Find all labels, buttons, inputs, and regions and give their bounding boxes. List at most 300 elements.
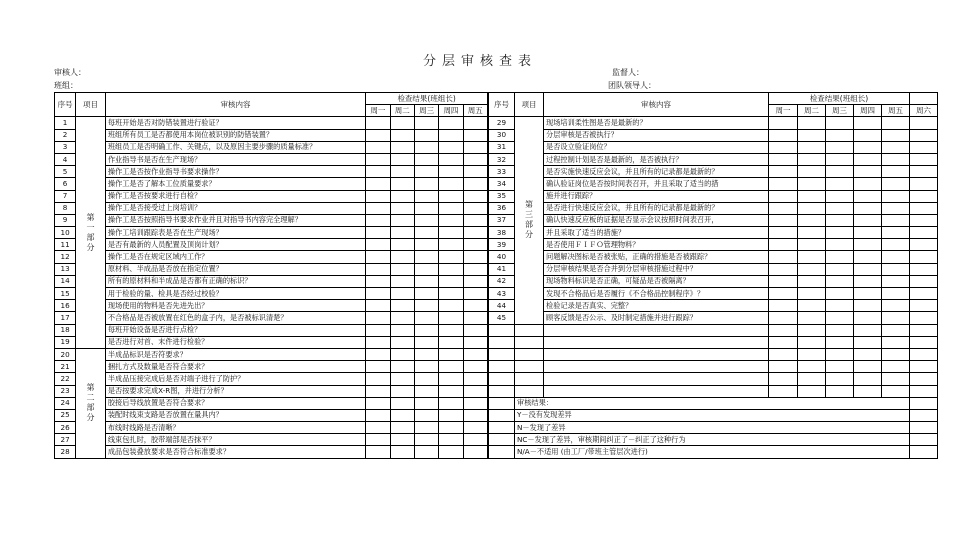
result-cell[interactable]	[390, 324, 414, 336]
result-cell[interactable]	[390, 129, 414, 141]
result-cell[interactable]	[439, 434, 463, 446]
result-cell[interactable]	[769, 324, 798, 336]
result-cell[interactable]	[910, 324, 938, 336]
result-cell[interactable]	[366, 300, 390, 312]
result-cell[interactable]	[882, 275, 910, 287]
result-cell[interactable]	[854, 300, 882, 312]
result-cell[interactable]	[439, 263, 463, 275]
result-cell[interactable]	[414, 385, 438, 397]
result-cell[interactable]	[882, 166, 910, 178]
row-number: 31	[489, 141, 515, 153]
result-cell[interactable]	[798, 117, 826, 129]
result-cell[interactable]	[439, 117, 463, 129]
result-cell[interactable]	[882, 300, 910, 312]
result-cell[interactable]	[463, 385, 487, 397]
result-cell[interactable]	[769, 385, 798, 397]
result-cell[interactable]	[439, 141, 463, 153]
result-cell[interactable]	[882, 288, 910, 300]
result-cell[interactable]	[798, 263, 826, 275]
result-cell[interactable]	[366, 288, 390, 300]
result-cell[interactable]	[769, 141, 798, 153]
result-cell[interactable]	[798, 190, 826, 202]
result-cell[interactable]	[366, 214, 390, 226]
result-cell[interactable]	[854, 373, 882, 385]
result-cell[interactable]	[439, 202, 463, 214]
table-row	[489, 300, 938, 312]
result-cell[interactable]	[769, 214, 798, 226]
result-cell[interactable]	[826, 300, 854, 312]
result-cell[interactable]	[826, 251, 854, 263]
result-cell[interactable]	[854, 178, 882, 190]
result-cell[interactable]	[390, 300, 414, 312]
result-cell[interactable]	[826, 263, 854, 275]
result-cell[interactable]	[854, 227, 882, 239]
result-cell[interactable]	[826, 178, 854, 190]
result-cell[interactable]	[366, 190, 390, 202]
result-cell[interactable]	[414, 300, 438, 312]
result-cell[interactable]	[910, 202, 938, 214]
result-cell[interactable]	[826, 373, 854, 385]
result-cell[interactable]	[798, 178, 826, 190]
result-cell[interactable]	[390, 263, 414, 275]
result-cell[interactable]	[366, 227, 390, 239]
result-cell[interactable]	[769, 263, 798, 275]
result-cell[interactable]	[882, 373, 910, 385]
result-cell[interactable]	[366, 166, 390, 178]
result-cell[interactable]	[882, 348, 910, 360]
result-cell[interactable]	[769, 348, 798, 360]
result-cell[interactable]	[798, 166, 826, 178]
result-cell[interactable]	[390, 422, 414, 434]
result-cell[interactable]	[366, 263, 390, 275]
result-cell[interactable]	[390, 251, 414, 263]
result-cell[interactable]	[910, 263, 938, 275]
result-cell[interactable]	[439, 385, 463, 397]
result-cell[interactable]	[366, 409, 390, 421]
result-cell[interactable]	[414, 336, 438, 348]
result-cell[interactable]	[769, 373, 798, 385]
result-cell[interactable]	[414, 141, 438, 153]
result-cell[interactable]	[882, 251, 910, 263]
result-cell[interactable]	[366, 434, 390, 446]
result-cell[interactable]	[854, 324, 882, 336]
table-row	[489, 153, 938, 165]
audit-item-text: 现场物料标识是否正确，可疑品是否被隔离？	[544, 275, 769, 287]
result-cell[interactable]	[439, 288, 463, 300]
item-cell	[515, 373, 544, 385]
result-cell[interactable]	[798, 275, 826, 287]
result-cell[interactable]	[390, 275, 414, 287]
row-number: 45	[489, 312, 515, 324]
result-cell[interactable]	[769, 153, 798, 165]
result-cell[interactable]	[882, 312, 910, 324]
result-cell[interactable]	[910, 312, 938, 324]
result-cell[interactable]	[366, 275, 390, 287]
result-cell[interactable]	[439, 397, 463, 409]
result-cell[interactable]	[854, 117, 882, 129]
result-cell[interactable]	[826, 227, 854, 239]
result-cell[interactable]	[463, 190, 487, 202]
result-cell[interactable]	[882, 117, 910, 129]
header-day: 周二	[390, 105, 414, 117]
header-day: 周一	[769, 105, 798, 117]
result-cell[interactable]	[910, 288, 938, 300]
result-cell[interactable]	[769, 166, 798, 178]
result-cell[interactable]	[390, 348, 414, 360]
result-cell[interactable]	[854, 166, 882, 178]
result-cell[interactable]	[910, 361, 938, 373]
result-cell[interactable]	[463, 214, 487, 226]
result-cell[interactable]	[463, 288, 487, 300]
result-cell[interactable]	[798, 251, 826, 263]
result-cell[interactable]	[366, 397, 390, 409]
result-cell[interactable]	[769, 117, 798, 129]
result-cell[interactable]	[463, 263, 487, 275]
result-cell[interactable]	[463, 373, 487, 385]
result-cell[interactable]	[882, 336, 910, 348]
result-cell[interactable]	[798, 153, 826, 165]
result-cell[interactable]	[414, 153, 438, 165]
result-cell[interactable]	[854, 239, 882, 251]
result-cell[interactable]	[390, 434, 414, 446]
result-cell[interactable]	[769, 251, 798, 263]
result-cell[interactable]	[414, 239, 438, 251]
result-cell[interactable]	[854, 348, 882, 360]
result-cell[interactable]	[854, 336, 882, 348]
result-cell[interactable]	[910, 129, 938, 141]
result-cell[interactable]	[910, 336, 938, 348]
result-cell[interactable]	[769, 190, 798, 202]
result-cell[interactable]	[769, 275, 798, 287]
result-cell[interactable]	[390, 227, 414, 239]
result-cell[interactable]	[463, 434, 487, 446]
result-cell[interactable]	[366, 348, 390, 360]
result-cell[interactable]	[414, 312, 438, 324]
result-cell[interactable]	[882, 239, 910, 251]
result-cell[interactable]	[882, 178, 910, 190]
result-cell[interactable]	[826, 348, 854, 360]
result-cell[interactable]	[366, 336, 390, 348]
result-cell[interactable]	[826, 214, 854, 226]
result-cell[interactable]	[910, 178, 938, 190]
result-cell[interactable]	[910, 251, 938, 263]
result-cell[interactable]	[414, 348, 438, 360]
result-cell[interactable]	[439, 275, 463, 287]
result-cell[interactable]	[826, 117, 854, 129]
result-cell[interactable]	[366, 178, 390, 190]
result-cell[interactable]	[439, 178, 463, 190]
result-cell[interactable]	[798, 288, 826, 300]
result-cell[interactable]	[769, 336, 798, 348]
result-cell[interactable]	[366, 373, 390, 385]
result-cell[interactable]	[414, 166, 438, 178]
audit-item-text: 操作工是否在规定区域内工作？	[105, 251, 365, 263]
result-cell[interactable]	[439, 129, 463, 141]
result-cell[interactable]	[854, 288, 882, 300]
result-cell[interactable]	[366, 312, 390, 324]
result-cell[interactable]	[463, 129, 487, 141]
result-cell[interactable]	[366, 129, 390, 141]
result-cell[interactable]	[414, 434, 438, 446]
result-cell[interactable]	[882, 141, 910, 153]
result-cell[interactable]	[390, 385, 414, 397]
result-cell[interactable]	[439, 324, 463, 336]
result-cell[interactable]	[826, 288, 854, 300]
result-cell[interactable]	[798, 227, 826, 239]
result-cell[interactable]	[826, 275, 854, 287]
result-cell[interactable]	[798, 300, 826, 312]
result-cell[interactable]	[463, 251, 487, 263]
result-cell[interactable]	[463, 202, 487, 214]
row-number: 30	[489, 129, 515, 141]
result-cell[interactable]	[882, 202, 910, 214]
result-cell[interactable]	[882, 324, 910, 336]
result-cell[interactable]	[390, 336, 414, 348]
result-cell[interactable]	[390, 239, 414, 251]
result-cell[interactable]	[366, 141, 390, 153]
result-cell[interactable]	[854, 214, 882, 226]
result-cell[interactable]	[826, 239, 854, 251]
result-cell[interactable]	[854, 202, 882, 214]
result-cell[interactable]	[882, 214, 910, 226]
result-cell[interactable]	[826, 166, 854, 178]
result-cell[interactable]	[439, 446, 463, 458]
result-cell[interactable]	[769, 202, 798, 214]
result-cell[interactable]	[826, 190, 854, 202]
result-cell[interactable]	[854, 190, 882, 202]
result-cell[interactable]	[910, 117, 938, 129]
result-cell[interactable]	[439, 190, 463, 202]
result-cell[interactable]	[798, 312, 826, 324]
result-cell[interactable]	[439, 227, 463, 239]
result-cell[interactable]	[414, 397, 438, 409]
audit-item-text: 成品包装叠放要求是否符合标准要求？	[105, 446, 365, 458]
section-1-label: 第 一 部 分	[76, 117, 106, 349]
result-cell[interactable]	[463, 141, 487, 153]
result-cell[interactable]	[414, 373, 438, 385]
result-cell[interactable]	[798, 129, 826, 141]
result-cell[interactable]	[826, 141, 854, 153]
result-cell[interactable]	[769, 129, 798, 141]
result-cell[interactable]	[463, 227, 487, 239]
result-cell[interactable]	[798, 373, 826, 385]
result-cell[interactable]	[390, 190, 414, 202]
result-cell[interactable]	[366, 202, 390, 214]
result-cell[interactable]	[826, 153, 854, 165]
result-cell[interactable]	[769, 300, 798, 312]
result-cell[interactable]	[463, 324, 487, 336]
result-cell[interactable]	[910, 153, 938, 165]
result-cell[interactable]	[882, 263, 910, 275]
result-cell[interactable]	[798, 239, 826, 251]
result-cell[interactable]	[854, 275, 882, 287]
result-cell[interactable]	[439, 373, 463, 385]
result-cell[interactable]	[414, 446, 438, 458]
result-cell[interactable]	[882, 129, 910, 141]
result-cell[interactable]	[463, 336, 487, 348]
result-cell[interactable]	[463, 153, 487, 165]
result-cell[interactable]	[439, 409, 463, 421]
result-cell[interactable]	[390, 361, 414, 373]
result-cell[interactable]	[414, 129, 438, 141]
result-cell[interactable]	[798, 202, 826, 214]
result-cell[interactable]	[854, 385, 882, 397]
result-cell[interactable]	[414, 263, 438, 275]
result-cell[interactable]	[439, 422, 463, 434]
result-cell[interactable]	[366, 422, 390, 434]
result-cell[interactable]	[463, 422, 487, 434]
result-cell[interactable]	[854, 263, 882, 275]
result-cell[interactable]	[390, 178, 414, 190]
table-row	[489, 348, 938, 360]
result-cell[interactable]	[463, 166, 487, 178]
result-cell[interactable]	[463, 361, 487, 373]
result-cell[interactable]	[826, 336, 854, 348]
result-cell[interactable]	[439, 348, 463, 360]
result-cell[interactable]	[414, 422, 438, 434]
result-cell[interactable]	[882, 385, 910, 397]
result-cell[interactable]	[463, 348, 487, 360]
result-cell[interactable]	[854, 141, 882, 153]
result-cell[interactable]	[366, 324, 390, 336]
result-cell[interactable]	[366, 117, 390, 129]
result-cell[interactable]	[390, 288, 414, 300]
result-cell[interactable]	[366, 153, 390, 165]
result-cell[interactable]	[798, 336, 826, 348]
table-row	[55, 239, 488, 251]
result-cell[interactable]	[414, 324, 438, 336]
result-cell[interactable]	[414, 178, 438, 190]
result-cell[interactable]	[439, 300, 463, 312]
result-cell[interactable]	[439, 361, 463, 373]
result-cell[interactable]	[826, 312, 854, 324]
result-cell[interactable]	[910, 275, 938, 287]
result-cell[interactable]	[390, 141, 414, 153]
result-cell[interactable]	[826, 202, 854, 214]
result-cell[interactable]	[910, 373, 938, 385]
result-cell[interactable]	[769, 178, 798, 190]
result-cell[interactable]	[798, 385, 826, 397]
result-cell[interactable]	[854, 129, 882, 141]
result-cell[interactable]	[366, 239, 390, 251]
result-cell[interactable]	[826, 385, 854, 397]
result-cell[interactable]	[390, 409, 414, 421]
result-cell[interactable]	[798, 214, 826, 226]
result-cell[interactable]	[439, 166, 463, 178]
result-cell[interactable]	[769, 288, 798, 300]
result-cell[interactable]	[366, 361, 390, 373]
table-row	[489, 312, 938, 324]
result-cell[interactable]	[910, 239, 938, 251]
result-cell[interactable]	[910, 166, 938, 178]
result-cell[interactable]	[463, 312, 487, 324]
section-2-label: 第 二 部 分	[76, 348, 106, 458]
result-cell[interactable]	[769, 227, 798, 239]
result-cell[interactable]	[882, 361, 910, 373]
result-cell[interactable]	[414, 251, 438, 263]
result-cell[interactable]	[439, 153, 463, 165]
result-cell[interactable]	[910, 348, 938, 360]
result-cell[interactable]	[910, 385, 938, 397]
result-cell[interactable]	[390, 373, 414, 385]
result-cell[interactable]	[769, 361, 798, 373]
result-cell[interactable]	[463, 446, 487, 458]
result-cell[interactable]	[798, 324, 826, 336]
result-cell[interactable]	[414, 190, 438, 202]
result-cell[interactable]	[414, 409, 438, 421]
result-cell[interactable]	[390, 166, 414, 178]
result-cell[interactable]	[882, 153, 910, 165]
result-cell[interactable]	[463, 300, 487, 312]
result-cell[interactable]	[366, 446, 390, 458]
result-cell[interactable]	[390, 214, 414, 226]
table-row	[55, 397, 488, 409]
result-cell[interactable]	[910, 214, 938, 226]
result-cell[interactable]	[463, 275, 487, 287]
result-cell[interactable]	[366, 385, 390, 397]
result-cell[interactable]	[390, 446, 414, 458]
result-cell[interactable]	[463, 239, 487, 251]
table-row	[55, 117, 488, 129]
result-cell[interactable]	[882, 190, 910, 202]
result-cell[interactable]	[414, 227, 438, 239]
result-cell[interactable]	[439, 214, 463, 226]
result-cell[interactable]	[854, 153, 882, 165]
result-cell[interactable]	[910, 227, 938, 239]
result-cell[interactable]	[414, 288, 438, 300]
result-cell[interactable]	[910, 141, 938, 153]
result-cell[interactable]	[439, 312, 463, 324]
team-label: 班组：	[54, 81, 78, 90]
audit-item-text: 是否进行对首、末件进行检验？	[105, 336, 365, 348]
result-cell[interactable]	[854, 361, 882, 373]
result-cell[interactable]	[854, 312, 882, 324]
result-cell[interactable]	[439, 336, 463, 348]
result-cell[interactable]	[390, 153, 414, 165]
result-cell[interactable]	[798, 141, 826, 153]
result-cell[interactable]	[826, 361, 854, 373]
result-cell[interactable]	[390, 202, 414, 214]
result-cell[interactable]	[390, 312, 414, 324]
result-cell[interactable]	[414, 202, 438, 214]
result-cell[interactable]	[798, 348, 826, 360]
result-cell[interactable]	[910, 190, 938, 202]
result-cell[interactable]	[463, 117, 487, 129]
result-cell[interactable]	[439, 251, 463, 263]
table-row	[489, 129, 938, 141]
result-cell[interactable]	[769, 239, 798, 251]
result-cell[interactable]	[769, 312, 798, 324]
result-cell[interactable]	[798, 361, 826, 373]
result-cell[interactable]	[463, 397, 487, 409]
result-cell[interactable]	[463, 178, 487, 190]
result-cell[interactable]	[414, 214, 438, 226]
result-cell[interactable]	[390, 397, 414, 409]
result-cell[interactable]	[439, 239, 463, 251]
result-cell[interactable]	[910, 300, 938, 312]
result-cell[interactable]	[414, 361, 438, 373]
result-cell[interactable]	[366, 251, 390, 263]
result-cell[interactable]	[826, 129, 854, 141]
result-cell[interactable]	[854, 251, 882, 263]
result-cell[interactable]	[414, 275, 438, 287]
result-cell[interactable]	[826, 324, 854, 336]
result-cell[interactable]	[390, 117, 414, 129]
result-cell[interactable]	[882, 227, 910, 239]
result-cell[interactable]	[463, 409, 487, 421]
row-number: 5	[55, 166, 76, 178]
result-cell[interactable]	[414, 117, 438, 129]
